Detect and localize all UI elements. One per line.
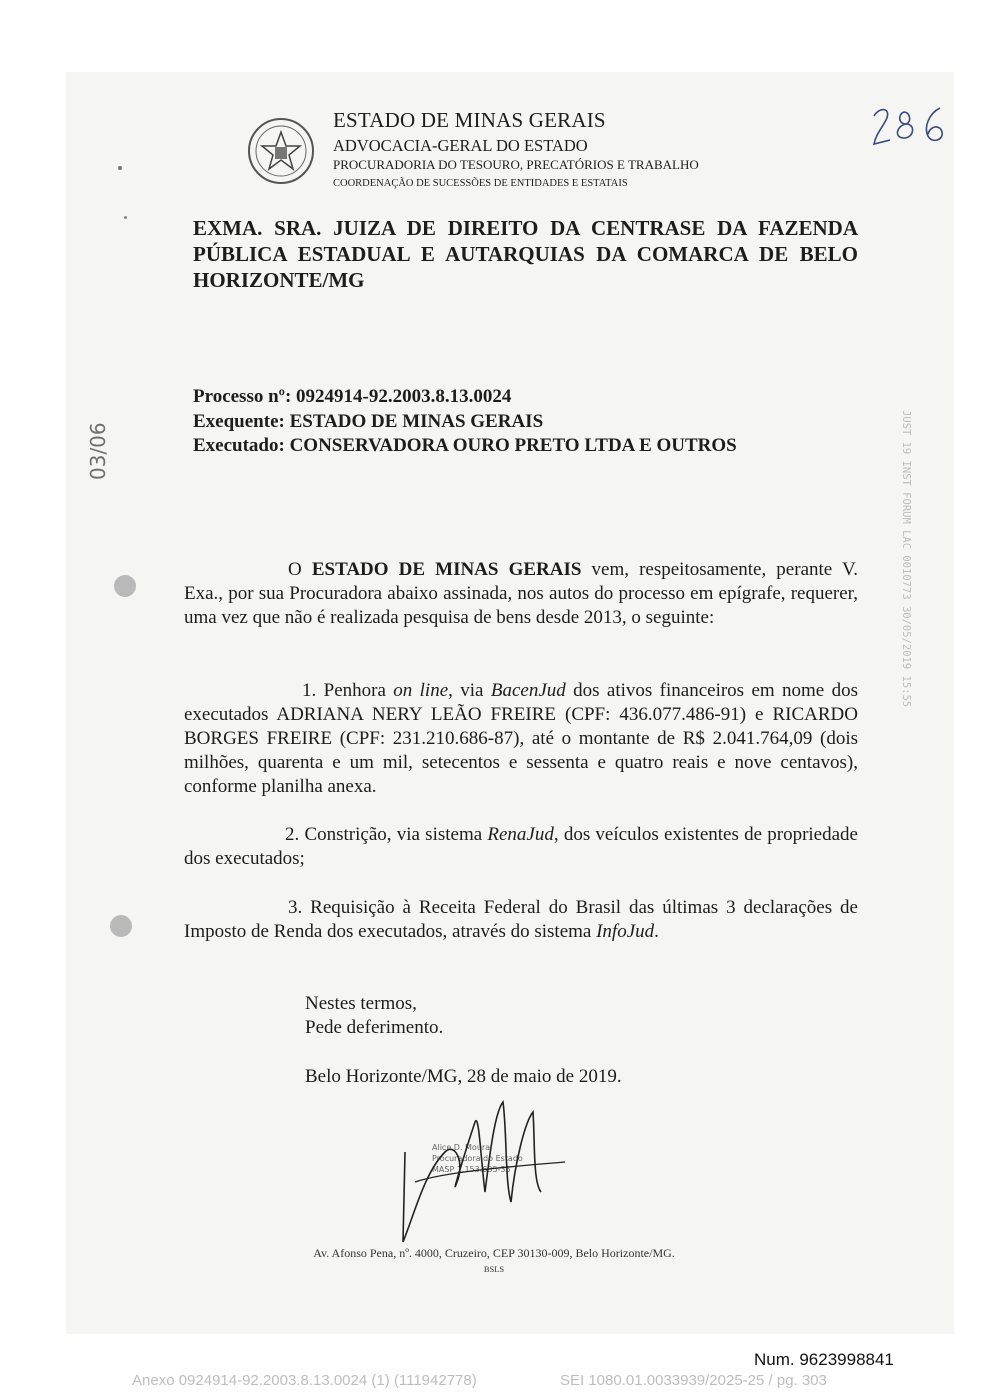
closing-terms: Nestes termos, <box>305 993 417 1014</box>
defendant-value: CONSERVADORA OURO PRETO LTDA E OUTROS <box>289 435 737 456</box>
punch-hole <box>110 915 132 937</box>
attachment-reference: Anexo 0924914-92.2003.8.13.0024 (1) (111942778) <box>132 1372 477 1389</box>
item1-italic: on line <box>393 680 449 701</box>
item1-text: , via <box>448 680 491 701</box>
signer-registration: MASP 1.153.635-35 <box>432 1165 511 1174</box>
process-number-value: 0924914-92.2003.8.13.0024 <box>296 386 512 407</box>
place-date: Belo Horizonte/MG, 28 de maio de 2019. <box>305 1066 622 1087</box>
intro-text: O <box>288 559 312 580</box>
item3-text-rest: . <box>654 921 659 942</box>
scan-speck <box>124 216 127 219</box>
item3-text: 3. Requisição à Receita Federal do Brasil das últimas 3 declarações de Imposto de Renda dos executados, através do sistema <box>184 897 858 942</box>
handwritten-side-note: 03/06 <box>86 422 110 480</box>
footer-code: BSLS <box>483 1264 505 1274</box>
header-agency: ADVOCACIA-GERAL DO ESTADO <box>333 136 588 155</box>
header-state: ESTADO DE MINAS GERAIS <box>333 108 606 132</box>
footer-address: Av. Afonso Pena, nº. 4000, Cruzeiro, CEP 30130-009, Belo Horizonte/MG. <box>313 1246 675 1260</box>
defendant-label: Executado: <box>193 435 285 456</box>
signer-role: Procuradora do Estado <box>432 1154 523 1163</box>
closing-request: Pede deferimento. <box>305 1017 444 1038</box>
request-item-3 <box>184 896 858 944</box>
item2-text-rest: , dos veículos existentes de propriedade dos executados; <box>184 824 858 869</box>
process-plaintiff <box>193 411 543 433</box>
addressee: EXMA. SRA. JUIZA DE DIREITO DA CENTRASE DA FAZENDA PÚBLICA ESTADUAL E AUTARQUIAS DA COMARCA DE BELO HORIZONTE/MG <box>193 216 858 292</box>
handwritten-signature <box>395 1092 585 1262</box>
header-coordination: COORDENAÇÃO DE SUCESSÕES DE ENTIDADES E ESTATAIS <box>333 178 628 189</box>
process-number <box>193 386 511 408</box>
item1-system: BacenJud <box>490 680 566 701</box>
item2-system: RenaJud <box>487 824 554 845</box>
header-department: PROCURADORIA DO TESOURO, PRECATÓRIOS E TRABALHO <box>333 157 699 172</box>
punch-hole <box>114 575 136 597</box>
item1-text: 1. Penhora <box>302 680 394 701</box>
state-seal-icon <box>246 116 316 186</box>
protocol-stamp: JUST 19 INST FORUM LAC 0010773 30/05/2019 15:55 <box>900 410 912 708</box>
item2-text: 2. Constrição, via sistema <box>285 824 488 845</box>
document-number: Num. 9623998841 <box>754 1350 894 1369</box>
item3-system: InfoJud <box>596 921 655 942</box>
plaintiff-label: Exequente: <box>193 411 285 432</box>
intro-bold: ESTADO DE MINAS GERAIS <box>311 559 582 580</box>
request-item-2 <box>184 823 858 871</box>
handwritten-page-number <box>870 104 952 150</box>
process-number-label: Processo nº: <box>193 386 292 407</box>
plaintiff-value: ESTADO DE MINAS GERAIS <box>289 411 544 432</box>
intro-paragraph <box>184 558 858 630</box>
intro-text-rest: vem, respeitosamente, perante V. Exa., por sua Procuradora abaixo assinada, nos autos do processo em epígrafe, requerer, uma vez que não é realizada pesquisa de bens desde 2013, o seguinte: <box>184 559 858 628</box>
sei-reference: SEI 1080.01.0033939/2025-25 / pg. 303 <box>560 1372 827 1389</box>
process-defendant <box>193 435 737 457</box>
signer-name: Alice D. Moura <box>432 1143 491 1152</box>
scan-speck <box>118 166 122 170</box>
request-item-1 <box>184 679 858 799</box>
item1-text-rest: dos ativos financeiros em nome dos executados ADRIANA NERY LEÃO FREIRE (CPF: 436.077.486-91) e RICARDO BORGES FREIRE (CPF: 231.210.686-87), até o montante de R$ 2.041.764,09 (dois milhões, quarenta e um mil, setecentos e sessenta e quatro reais e nove centavos), conforme planilha anexa. <box>184 680 859 797</box>
